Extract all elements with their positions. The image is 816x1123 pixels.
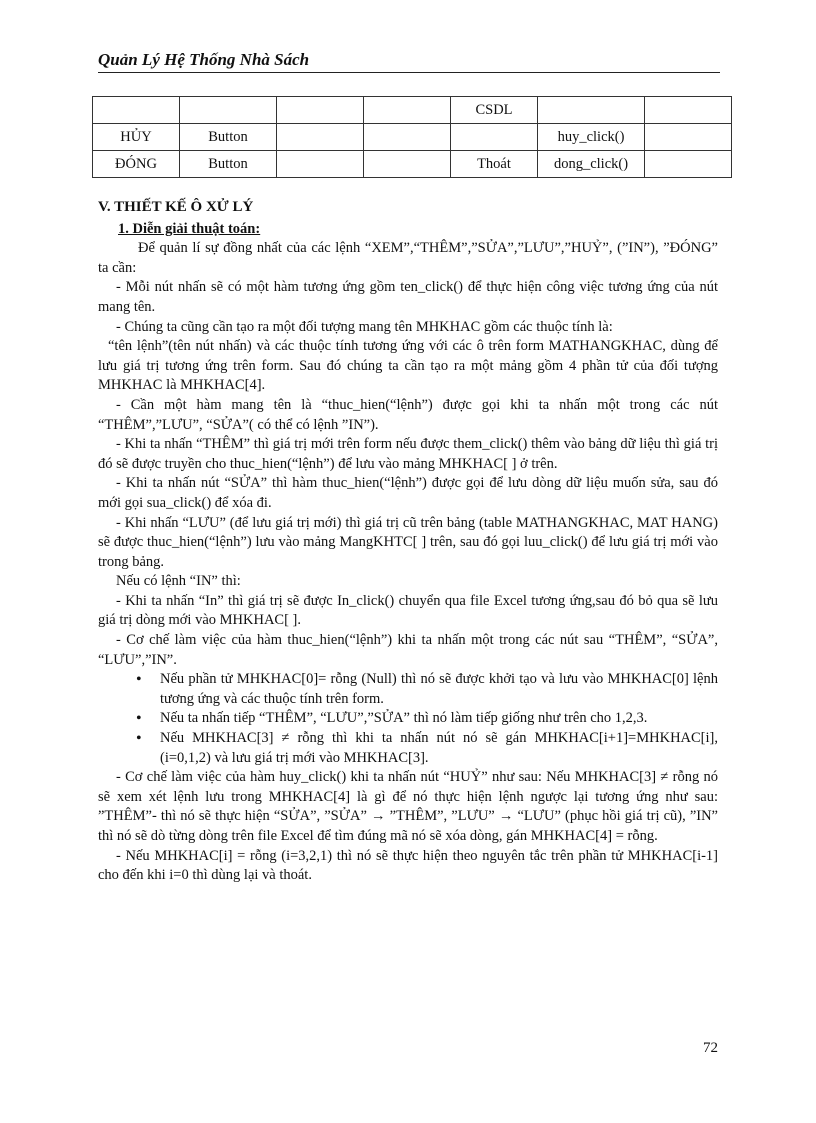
paragraph: - Cơ chế làm việc của hàm thuc_hien(“lệnh”) khi ta nhấn một trong các nút sau “THÊM”, “SỬA”, “LƯU”,”IN”. (98, 632, 718, 668)
list-item-text: Nếu ta nhấn tiếp “THÊM”, “LƯU”,”SỬA” thì nó làm tiếp giống như trên cho 1,2,3. (160, 710, 648, 727)
list-item-text: Nếu phần tử MHKHAC[0]= rỗng (Null) thì nó sẽ được khởi tạo và lưu vào MHKHAC[0] lệnh tương ứng và các thuộc tính trên form. (160, 671, 718, 707)
table-row (93, 151, 732, 178)
table-cell: Button (180, 124, 277, 151)
paragraph: Nếu có lệnh “IN” thì: (116, 573, 241, 590)
list-item (136, 709, 718, 729)
paragraph: - Cơ chế làm việc của hàm huy_click() khi ta nhấn nút “HUỶ” như sau: Nếu MHKHAC[3] ≠ rỗng nó sẽ xem xét lệnh lưu trong MHKHAC[4] là gì để nó thực hiện lệnh ngược lại tương ứng như sau: ”THÊM”- thì nó sẽ thực hiện “SỬA”, ”SỬA” → ”THÊM”, ”LƯU” → “LƯU” (phục hồi giá trị cũ), ”IN” thì nó sẽ dò từng dòng trên file Excel để tìm đúng mã nó sẽ xóa dòng, gán MHKHAC[4] = rỗng. (98, 769, 718, 844)
paragraph: - Khi nhấn “LƯU” (để lưu giá trị mới) thì giá trị cũ trên bảng (table MATHANGKHAC, MAT HANG) sẽ được thuc_hien(“lệnh”) lưu vào mảng MangKHTC[ ] trên, sau đó gọi luu_click() để lưu giá trị mới vào trong bảng. (98, 514, 718, 570)
table-cell (277, 97, 364, 124)
table-cell (277, 151, 364, 178)
table-cell (538, 97, 645, 124)
table-cell (364, 151, 451, 178)
page-header-title: Quản Lý Hệ Thống Nhà Sách (98, 50, 720, 73)
table-cell (93, 97, 180, 124)
controls-table (92, 96, 732, 178)
table-cell (451, 124, 538, 151)
paragraph: - Khi ta nhấn “THÊM” thì giá trị mới trên form nếu được them_click() thêm vào bảng dữ liệu thì giá trị đó sẽ được truyền cho thuc_hien(“lệnh”) để lưu vào mảng MHKHAC[ ] ở trên. (98, 436, 718, 472)
bullet-icon: • (136, 710, 142, 728)
bullet-list (98, 670, 718, 768)
table-cell: CSDL (451, 97, 538, 124)
paragraph: - Khi ta nhấn “In” thì giá trị sẽ được In_click() chuyển qua file Excel tương ứng,sau đó bỏ qua sẽ lưu giá trị dòng mới vào MHKHAC[ ]. (98, 592, 718, 629)
table-cell: huy_click() (538, 124, 645, 151)
bullet-icon: • (136, 730, 142, 748)
table-cell (277, 124, 364, 151)
paragraph: - Khi ta nhấn nút “SỬA” thì hàm thuc_hien(“lệnh”) được gọi để lưu dòng dữ liệu muốn sửa, sau đó mới gọi sua_click() để xóa đi. (98, 475, 718, 511)
table-cell (180, 97, 277, 124)
table-cell: ĐÓNG (93, 151, 180, 178)
table-cell (645, 151, 732, 178)
table-row (93, 124, 732, 151)
paragraph: - Nếu MHKHAC[i] = rỗng (i=3,2,1) thì nó sẽ thực hiện theo nguyên tắc trên phần tử MHKHAC[i-1] cho đến khi i=0 thì dùng lại và thoát. (98, 847, 718, 884)
section-title: V. THIẾT KẾ Ô XỬ LÝ (98, 199, 254, 215)
list-item (136, 670, 718, 709)
document-body (98, 198, 718, 886)
table-cell: Button (180, 151, 277, 178)
paragraph: - Mỗi nút nhấn sẽ có một hàm tương ứng gồm ten_click() để thực hiện công việc tương ứng của nút mang tên. (98, 279, 718, 315)
paragraph: Để quản lí sự đồng nhất của các lệnh “XEM”,“THÊM”,”SỬA”,”LƯU”,”HUỶ”, (”IN”), ”ĐÓNG” ta cần: (98, 240, 718, 276)
table-cell (645, 124, 732, 151)
paragraph: - Chúng ta cũng cần tạo ra một đối tượng mang tên MHKHAC gồm các thuộc tính là: (116, 318, 613, 335)
table-cell (364, 97, 451, 124)
table-row (93, 97, 732, 124)
list-item-text: Nếu MHKHAC[3] ≠ rỗng thì khi ta nhấn nút nó sẽ gán MHKHAC[i+1]=MHKHAC[i], (i=0,1,2) và lưu giá trị mới vào MHKHAC[3]. (160, 730, 718, 766)
table-cell (364, 124, 451, 151)
paragraph: - Cần một hàm mang tên là “thuc_hien(“lệnh”) được gọi khi ta nhấn một trong các nút “THÊM”,”LƯU”, “SỬA”( có thể có lệnh ”IN”). (98, 396, 718, 433)
section-subtitle: 1. Diễn giải thuật toán: (118, 220, 261, 237)
table-cell: dong_click() (538, 151, 645, 178)
table-cell: HỦY (93, 124, 180, 151)
table-cell (645, 97, 732, 124)
bullet-icon: • (136, 671, 142, 689)
page-number: 72 (703, 1040, 718, 1056)
table-cell: Thoát (451, 151, 538, 178)
list-item (136, 729, 718, 768)
paragraph: “tên lệnh”(tên nút nhấn) và các thuộc tính tương ứng với các ô trên form MATHANGKHAC, dùng để lưu giá trị tương ứng trên form. Sau đó chúng ta cần tạo ra một mảng gồm 4 phần tử của đối tượng MHKHAC là MHKHAC[4]. (98, 338, 718, 394)
